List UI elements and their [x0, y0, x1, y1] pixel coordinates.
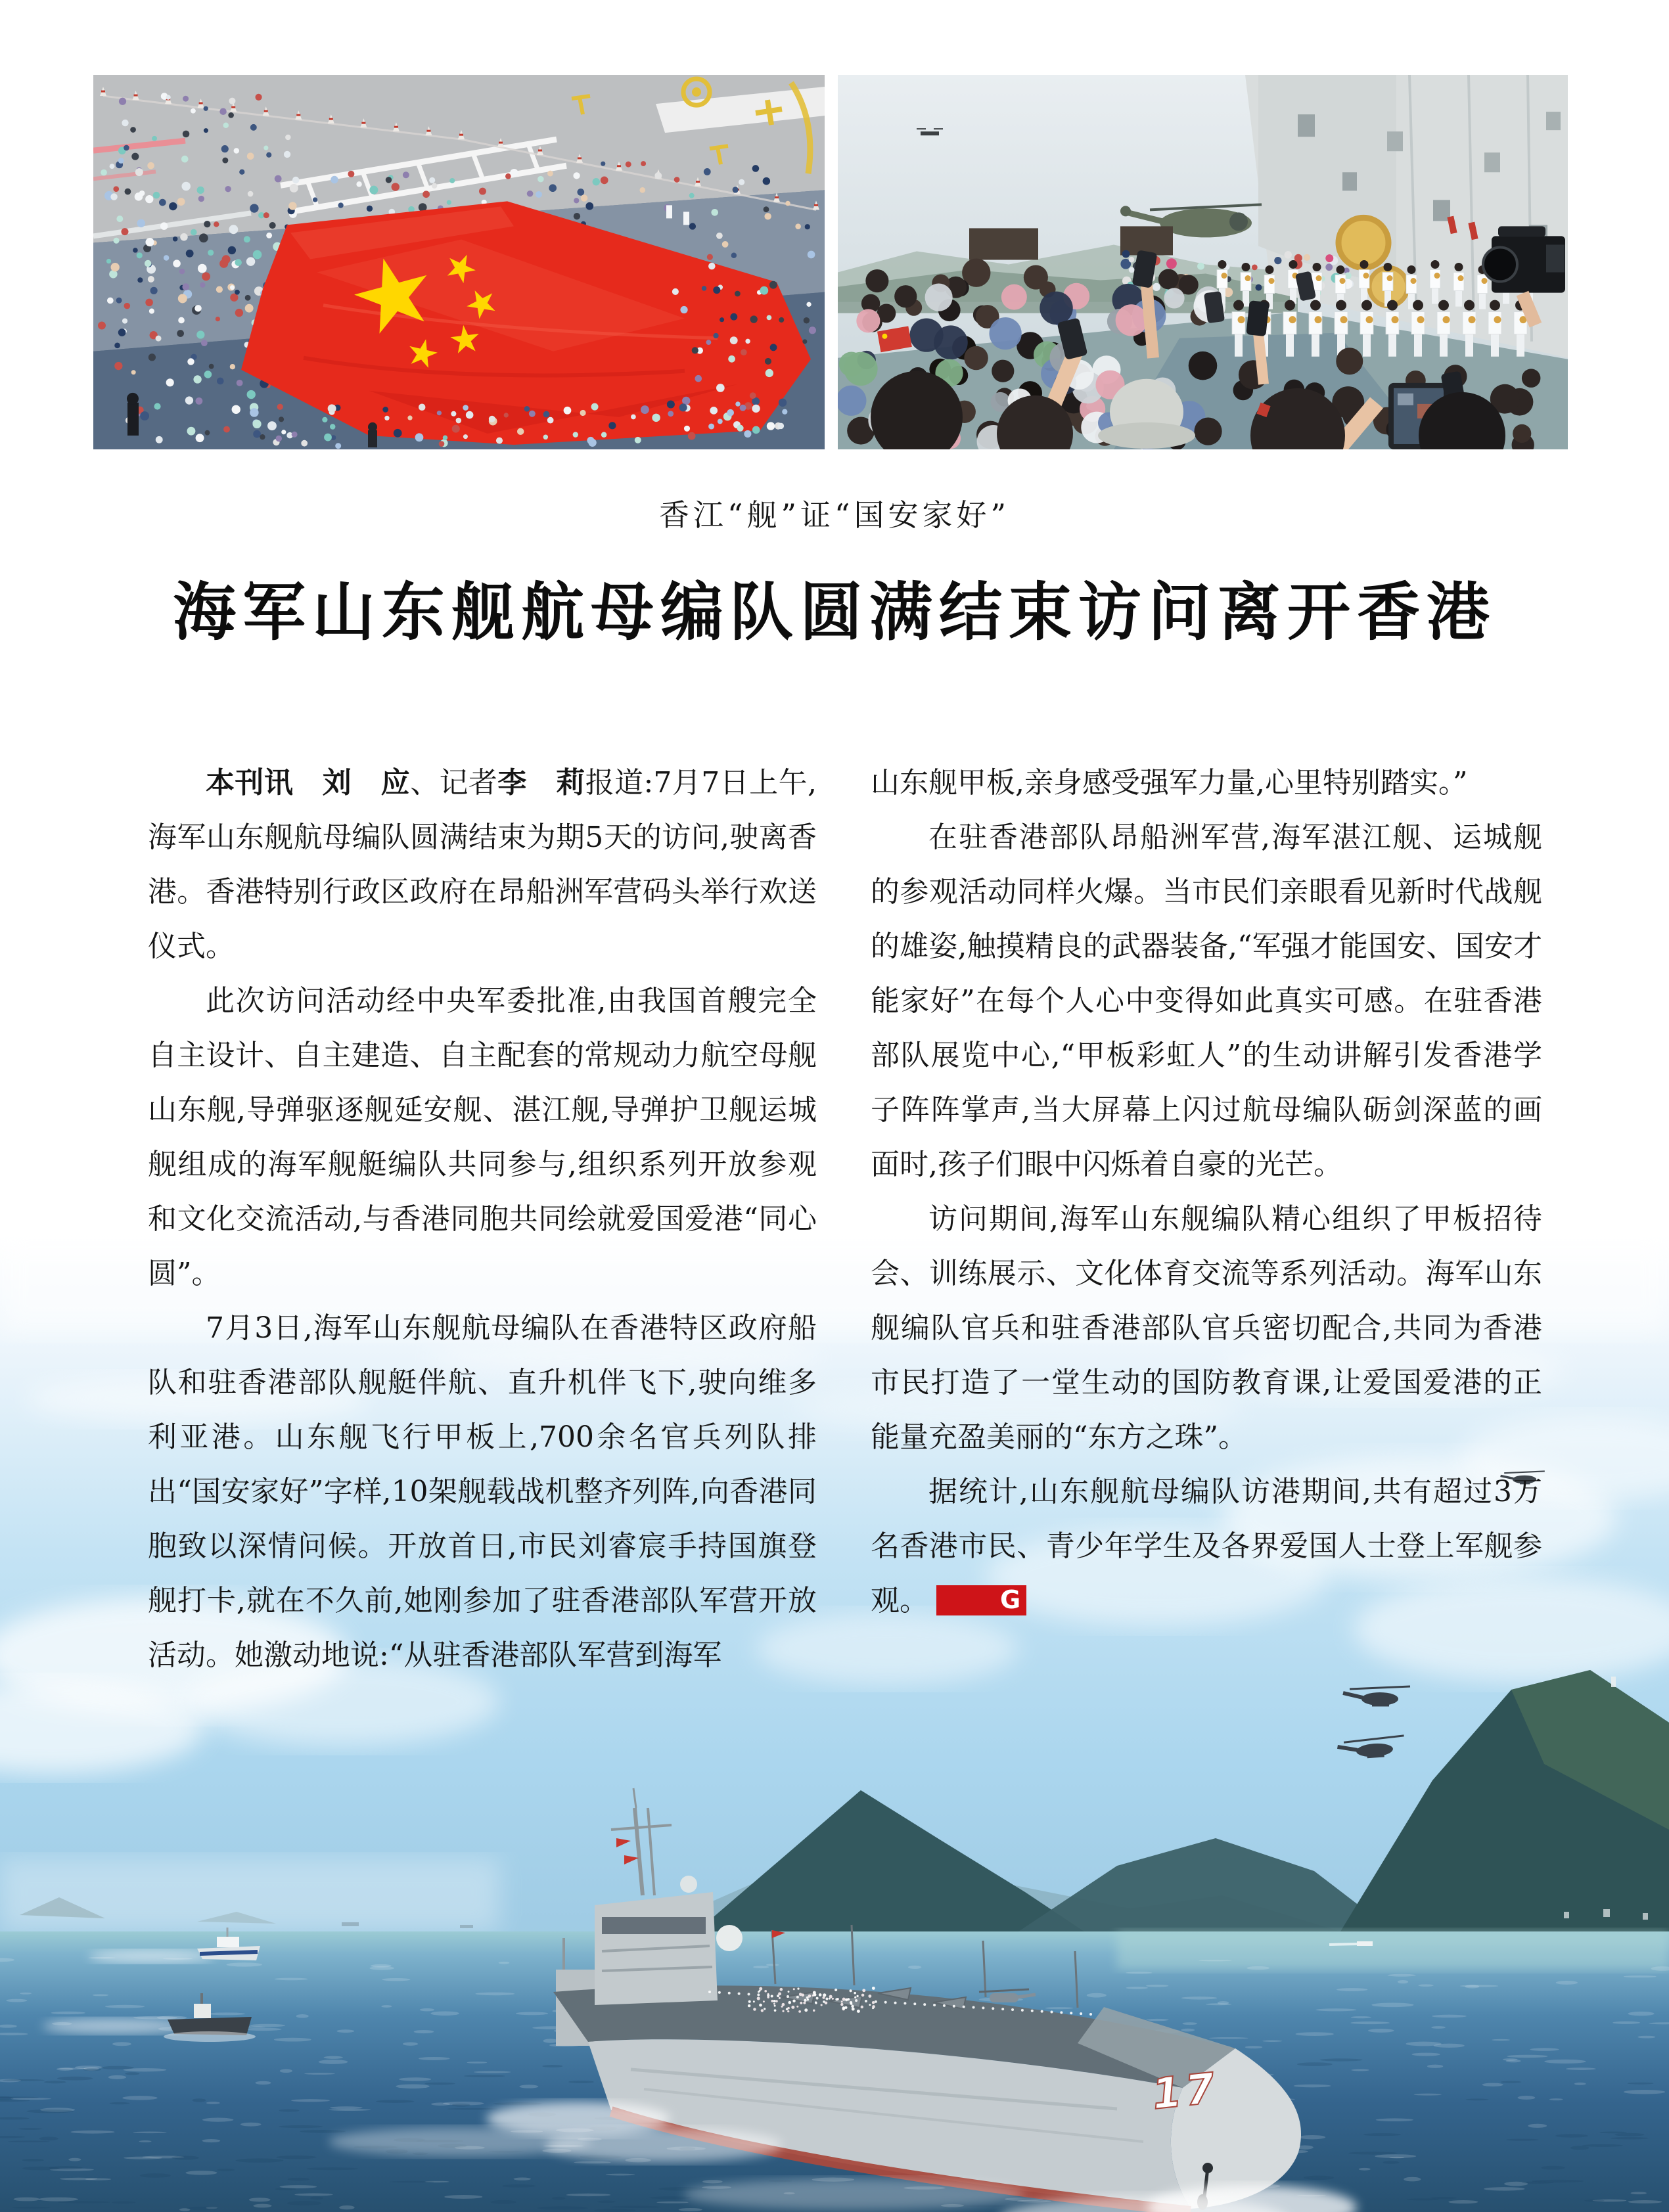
article-end-mark: G [936, 1585, 1026, 1615]
deck-structure [969, 228, 1038, 260]
photo-flag-ceremony [93, 75, 825, 449]
byline-agency: 本刊讯 [206, 766, 323, 800]
crowd-band-illustration [838, 75, 1568, 449]
paragraph-2: 此次访问活动经中央军委批准,由我国首艘完全自主设计、自主建造、自主配套的常规动力航空母舰山东舰,导弹驱逐舰延安舰、湛江舰,导弹护卫舰运城舰组成的海军舰艇编队共同参与,组织系列开放参观和文化交流活动,与香港同胞共同绘就爱国爱港“同心圆”。 [148, 984, 817, 1290]
byline-author-2: 李 莉 [497, 766, 585, 800]
paragraph-3: 7月3日,海军山东舰航母编队在香港特区政府船队和驻香港部队舰艇伴航、直升机伴飞下,驶向维多利亚港。山东舰飞行甲板上,700余名官兵列队排出“国安家好”字样,10架舰载战机整齐列阵,向香港同胞致以深情问候。开放首日,市民刘睿宸手持国旗登舰打卡,就在不久前,她刚参加了驻香港部队军营开放活动。她激动地说:“从驻香港部队军营到海军 [148, 1311, 817, 1672]
paragraph-4: 在驻香港部队昂船洲军营,海军湛江舰、运城舰的参观活动同样火爆。当市民们亲眼看见新时代战舰的雄姿,触摸精良的武器装备,“军强才能国安、国安才能家好”在每个人心中变得如此真实可感。在驻香港部队展览中心,“甲板彩虹人”的生动讲解引发香港学子阵阵掌声,当大屏幕上闪过航母编队砺剑深蓝的画面时,孩子们眼中闪烁着自豪的光芒。 [871, 821, 1542, 1181]
photo-crowd-band [838, 75, 1568, 449]
paragraph-5: 访问期间,海军山东舰编队精心组织了甲板招待会、训练展示、文化体育交流等系列活动。海军山东舰编队官兵和驻香港部队官兵密切配合,共同为香港市民打造了一堂生动的国防教育课,让爱国爱港的正能量充盈美丽的“东方之珠”。 [871, 1202, 1542, 1454]
paragraph-lead [148, 756, 817, 974]
article-column-right [871, 756, 1542, 1628]
paragraph-3-continued: 山东舰甲板,亲身感受强军力量,心里特别踏实。” [871, 766, 1468, 800]
lead-text: 7月7日上午,海军山东舰航母编队圆满结束为期5天的访问,驶离香港。香港特别行政区政府在昂船洲军营码头举行欢送仪式。 [148, 766, 817, 963]
byline-report: 报道: [585, 766, 654, 800]
article-column-left [148, 756, 817, 1682]
kicker: 香江“舰”证“国安家好” [658, 497, 1011, 533]
headline: 海军山东舰航母编队圆满结束访问离开香港 [173, 576, 1496, 649]
paragraph-6 [871, 1464, 1542, 1628]
hull-number: 17 [1149, 2064, 1222, 2119]
byline-separator: 、记者 [410, 766, 498, 800]
paragraph-6-text: 据统计,山东舰航母编队访港期间,共有超过3万名香港市民、青少年学生及各界爱国人士登上军舰参观。 [871, 1475, 1542, 1617]
byline-author-1: 刘 应 [322, 766, 411, 800]
flag-ceremony-illustration [93, 75, 825, 449]
